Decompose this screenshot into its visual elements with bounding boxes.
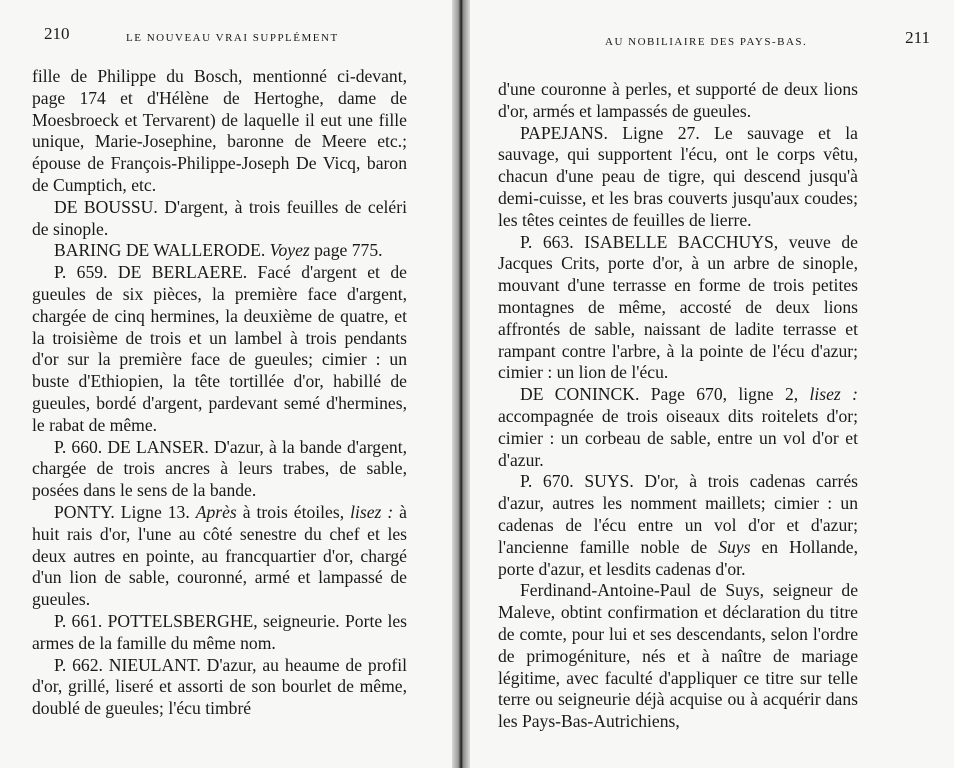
paragraph: fille de Philippe du Bosch, mentionné ci-devant, page 174 et d'Hélène de Hertoghe, dame de Moesbroeck et Tervarent) de laquelle il eut une fille unique, Marie-Josephine, baronne de Meere etc.; épouse de François-Philippe-Joseph De Vicq, baron de Cumptich, etc. <box>32 66 407 195</box>
paragraph: d'une couronne à perles, et supporté de deux lions d'or, armés et lampassés de gueules. <box>498 79 858 121</box>
paragraph: P. 662. NIEULANT. D'azur, au heaume de profil d'or, grillé, liseré et assorti de son bourlet de même, doublé de gueules; l'écu timbré <box>32 654 407 719</box>
paragraph: DE BOUSSU. D'argent, à trois feuilles de celéri de sinople. <box>32 196 407 239</box>
paragraph: P. 661. POTTELSBERGHE, seigneurie. Porte les armes de la famille du même nom. <box>32 610 407 653</box>
paragraph: P. 663. ISABELLE BACCHUYS, veuve de Jacques Crits, porte d'or, à un arbre de sinople, mouvant d'une terrasse en forme de trois petites montagnes de même, accosté de deux lions affrontés de sable, naissant de ladite terrasse et rampant contre l'arbre, à la pointe de l'écu d'azur; cimier : un lion de l'écu. <box>498 231 858 383</box>
paragraph: PAPEJANS. Ligne 27. Le sauvage et la sauvage, qui supportent l'écu, ont le corps vêtu, chacun d'une peau de tigre, qui descend jusqu'à demi-cuisse, et les bras couverts jusqu'aux coudes; les têtes ceintes de feuilles de lierre. <box>498 122 858 230</box>
paragraph: P. 670. SUYS. D'or, à trois cadenas carrés d'azur, autres les nomment maillets; cimier : un cadenas de l'écu entre un vol d'or et d'azur; l'ancienne famille noble de Suys en Hollande, porte d'azur, et lesdits cadenas d'or. <box>498 471 858 579</box>
paragraph: Ferdinand-Antoine-Paul de Suys, seigneur de Maleve, obtint confirmation et déclaration du titre de comte, pour lui et ses descendants, selon l'ordre de primogéniture, nés et à naître de mariage légitime, avec faculté d'appliquer ce titre sur telle terre ou seigneurie déjà acquise ou à acquérir dans les Pays-Bas-Autrichiens, <box>498 580 858 732</box>
paragraph: PONTY. Ligne 13. Après à trois étoiles, lisez : à huit rais d'or, l'une au côté senestre du chef et les deux autres en pointe, au francquartier d'or, chargé d'un lion de sable, couronné, armé et lampassé de gueules. <box>32 501 407 610</box>
right-page-text <box>498 79 858 733</box>
left-page-text <box>32 66 407 720</box>
left-running-head: LE NOUVEAU VRAI SUPPLÉMENT <box>126 32 339 44</box>
right-page-header <box>605 26 930 48</box>
paragraph: BARING DE WALLERODE. Voyez page 775. <box>54 240 383 261</box>
right-page-number: 211 <box>905 28 930 47</box>
paragraph: P. 660. DE LANSER. D'azur, à la bande d'argent, chargée de trois ancres à leurs trabes, de sable, posées dans le sens de la bande. <box>32 436 407 501</box>
left-page-header <box>44 26 414 48</box>
paragraph: DE CONINCK. Page 670, ligne 2, lisez : accompagnée de trois oiseaux dits roitelets d'or; cimier : un corbeau de sable, entre un vol d'or et d'azur. <box>498 384 858 470</box>
right-running-head: AU NOBILIAIRE DES PAYS-BAS. <box>605 36 808 48</box>
paragraph: P. 659. DE BERLAERE. Facé d'argent et de gueules de six pièces, la première face d'argent, chargée de cinq hermines, la deuxième de quatre, et la troisième de trois et un lambel à trois pendants d'or sur la première face de gueules; cimier : un buste d'Ethiopien, la tête tortillée d'or, habillé de gueules, bordé d'argent, pardevant semé d'hermines, le rabat de même. <box>32 262 407 435</box>
book-gutter <box>452 0 470 768</box>
left-page <box>0 0 452 768</box>
left-page-number: 210 <box>44 24 70 43</box>
right-page <box>470 0 954 768</box>
